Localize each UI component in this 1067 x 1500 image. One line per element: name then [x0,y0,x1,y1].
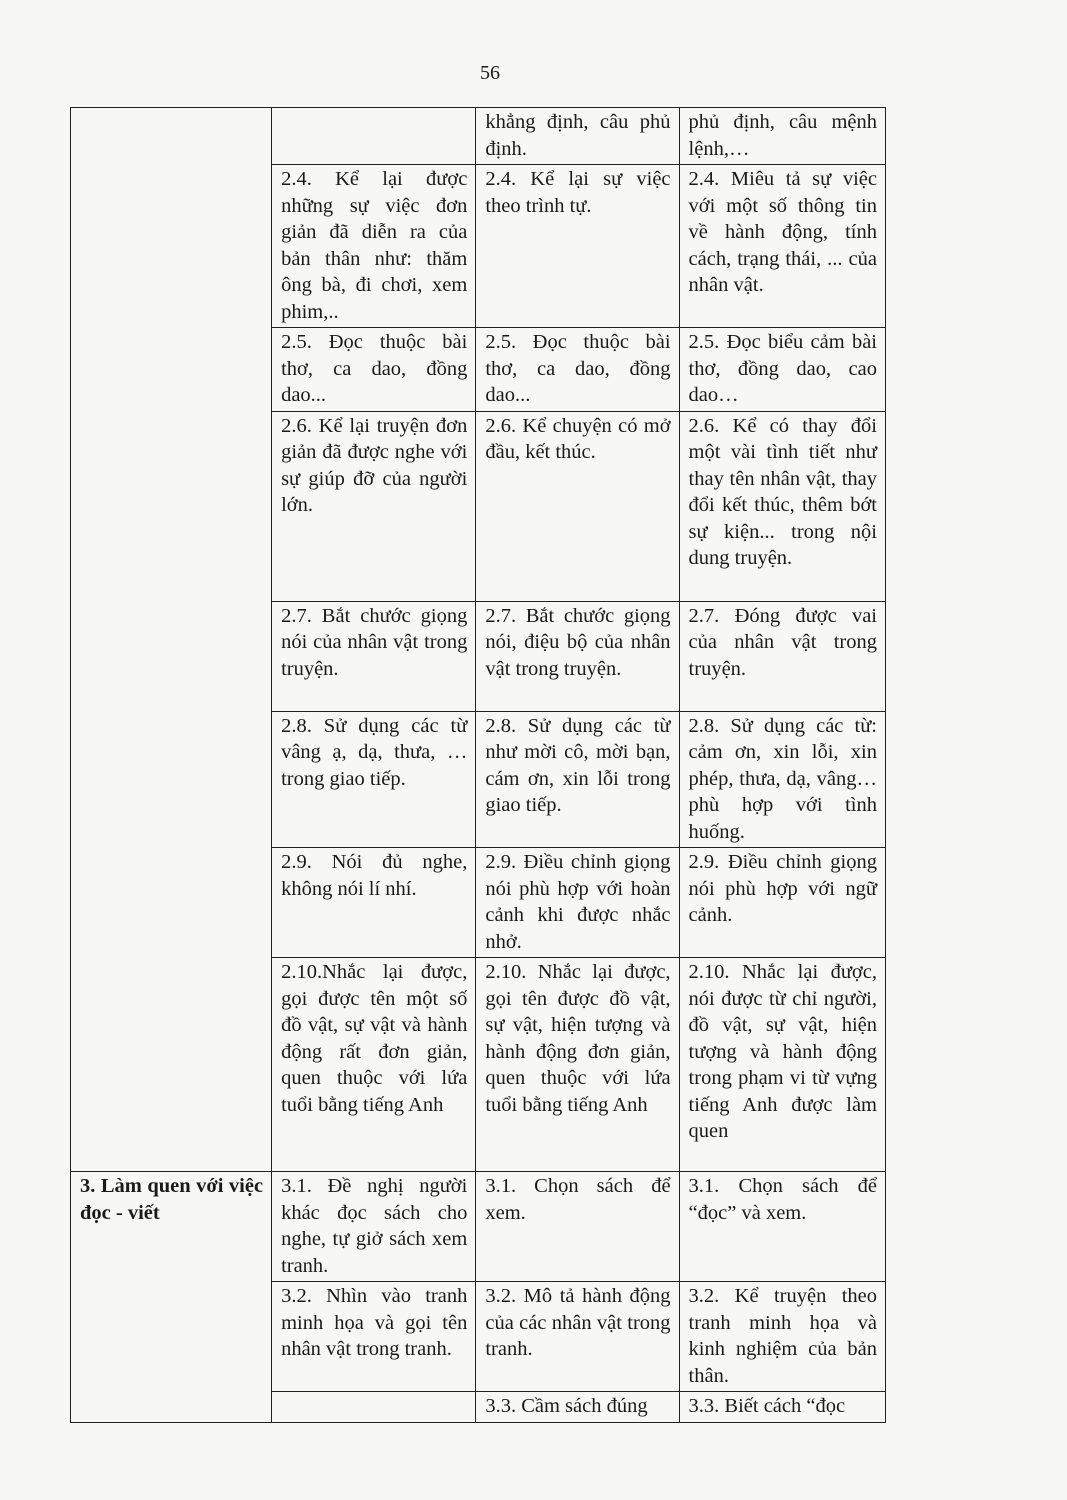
area-title-cell: 3. Làm quen với việc đọc - viết [71,1172,272,1423]
level-b-cell: 2.10. Nhắc lại được, gọi tên được đồ vật, sự vật, hiện tượng và hành động đơn giản, quen thuộc với lứa tuổi bằng tiếng Anh [476,958,679,1172]
level-c-cell: phủ định, câu mệnh lệnh,… [679,108,885,165]
level-a-cell: 2.10.Nhắc lại được, gọi được tên một số đồ vật, sự vật và hành động rất đơn giản, quen thuộc với lứa tuổi bằng tiếng Anh [272,958,476,1172]
level-c-cell: 3.1. Chọn sách để “đọc” và xem. [679,1172,885,1282]
level-b-cell: 2.4. Kể lại sự việc theo trình tự. [476,165,679,328]
level-c-cell: 2.5. Đọc biểu cảm bài thơ, đồng dao, cao dao… [679,328,885,412]
level-a-cell [272,108,476,165]
level-a-cell: 2.8. Sử dụng các từ vâng ạ, dạ, thưa, … trong giao tiếp. [272,711,476,848]
level-c-cell: 2.9. Điều chỉnh giọng nói phù hợp với ngữ cảnh. [679,848,885,958]
page-number: 56 [480,62,500,84]
level-b-cell: 2.5. Đọc thuộc bài thơ, ca dao, đồng dao... [476,328,679,412]
level-b-cell: 2.6. Kể chuyện có mở đầu, kết thúc. [476,411,679,601]
level-c-cell: 2.8. Sử dụng các từ: cảm ơn, xin lỗi, xin phép, thưa, dạ, vâng… phù hợp với tình huống. [679,711,885,848]
level-c-cell: 2.7. Đóng được vai của nhân vật trong truyện. [679,601,885,711]
level-c-cell: 2.10. Nhắc lại được, nói được từ chỉ người, đồ vật, sự vật, hiện tượng và hành động trong phạm vi từ vựng tiếng Anh được làm quen [679,958,885,1172]
level-c-cell: 2.6. Kể có thay đổi một vài tình tiết như thay tên nhân vật, thay đổi kết thúc, thêm bớt sự kiện... trong nội dung truyện. [679,411,885,601]
level-a-cell: 2.6. Kể lại truyện đơn giản đã được nghe với sự giúp đỡ của người lớn. [272,411,476,601]
table-row [71,1172,886,1282]
level-b-cell: khẳng định, câu phủ định. [476,108,679,165]
level-b-cell: 3.2. Mô tả hành động của các nhân vật trong tranh. [476,1282,679,1392]
level-a-cell [272,1392,476,1423]
level-b-cell: 3.1. Chọn sách để xem. [476,1172,679,1282]
level-a-cell: 2.9. Nói đủ nghe, không nói lí nhí. [272,848,476,958]
level-a-cell: 2.7. Bắt chước giọng nói của nhân vật trong truyện. [272,601,476,711]
level-c-cell: 3.2. Kể truyện theo tranh minh họa và kinh nghiệm của bản thân. [679,1282,885,1392]
table-row [71,108,886,165]
level-c-cell: 2.4. Miêu tả sự việc với một số thông tin về hành động, tính cách, trạng thái, ... của nhân vật. [679,165,885,328]
level-a-cell: 2.4. Kể lại được những sự việc đơn giản đã diễn ra của bản thân như: thăm ông bà, đi chơi, xem phim,.. [272,165,476,328]
level-b-cell: 3.3. Cầm sách đúng [476,1392,679,1423]
level-b-cell: 2.9. Điều chỉnh giọng nói phù hợp với hoàn cảnh khi được nhắc nhở. [476,848,679,958]
level-c-cell: 3.3. Biết cách “đọc [679,1392,885,1423]
curriculum-table [70,107,886,1423]
level-b-cell: 2.7. Bắt chước giọng nói, điệu bộ của nhân vật trong truyện. [476,601,679,711]
area-cell-continued [71,108,272,1172]
level-a-cell: 3.1. Đề nghị người khác đọc sách cho nghe, tự giở sách xem tranh. [272,1172,476,1282]
level-b-cell: 2.8. Sử dụng các từ như mời cô, mời bạn, cám ơn, xin lỗi trong giao tiếp. [476,711,679,848]
level-a-cell: 2.5. Đọc thuộc bài thơ, ca dao, đồng dao... [272,328,476,412]
level-a-cell: 3.2. Nhìn vào tranh minh họa và gọi tên nhân vật trong tranh. [272,1282,476,1392]
